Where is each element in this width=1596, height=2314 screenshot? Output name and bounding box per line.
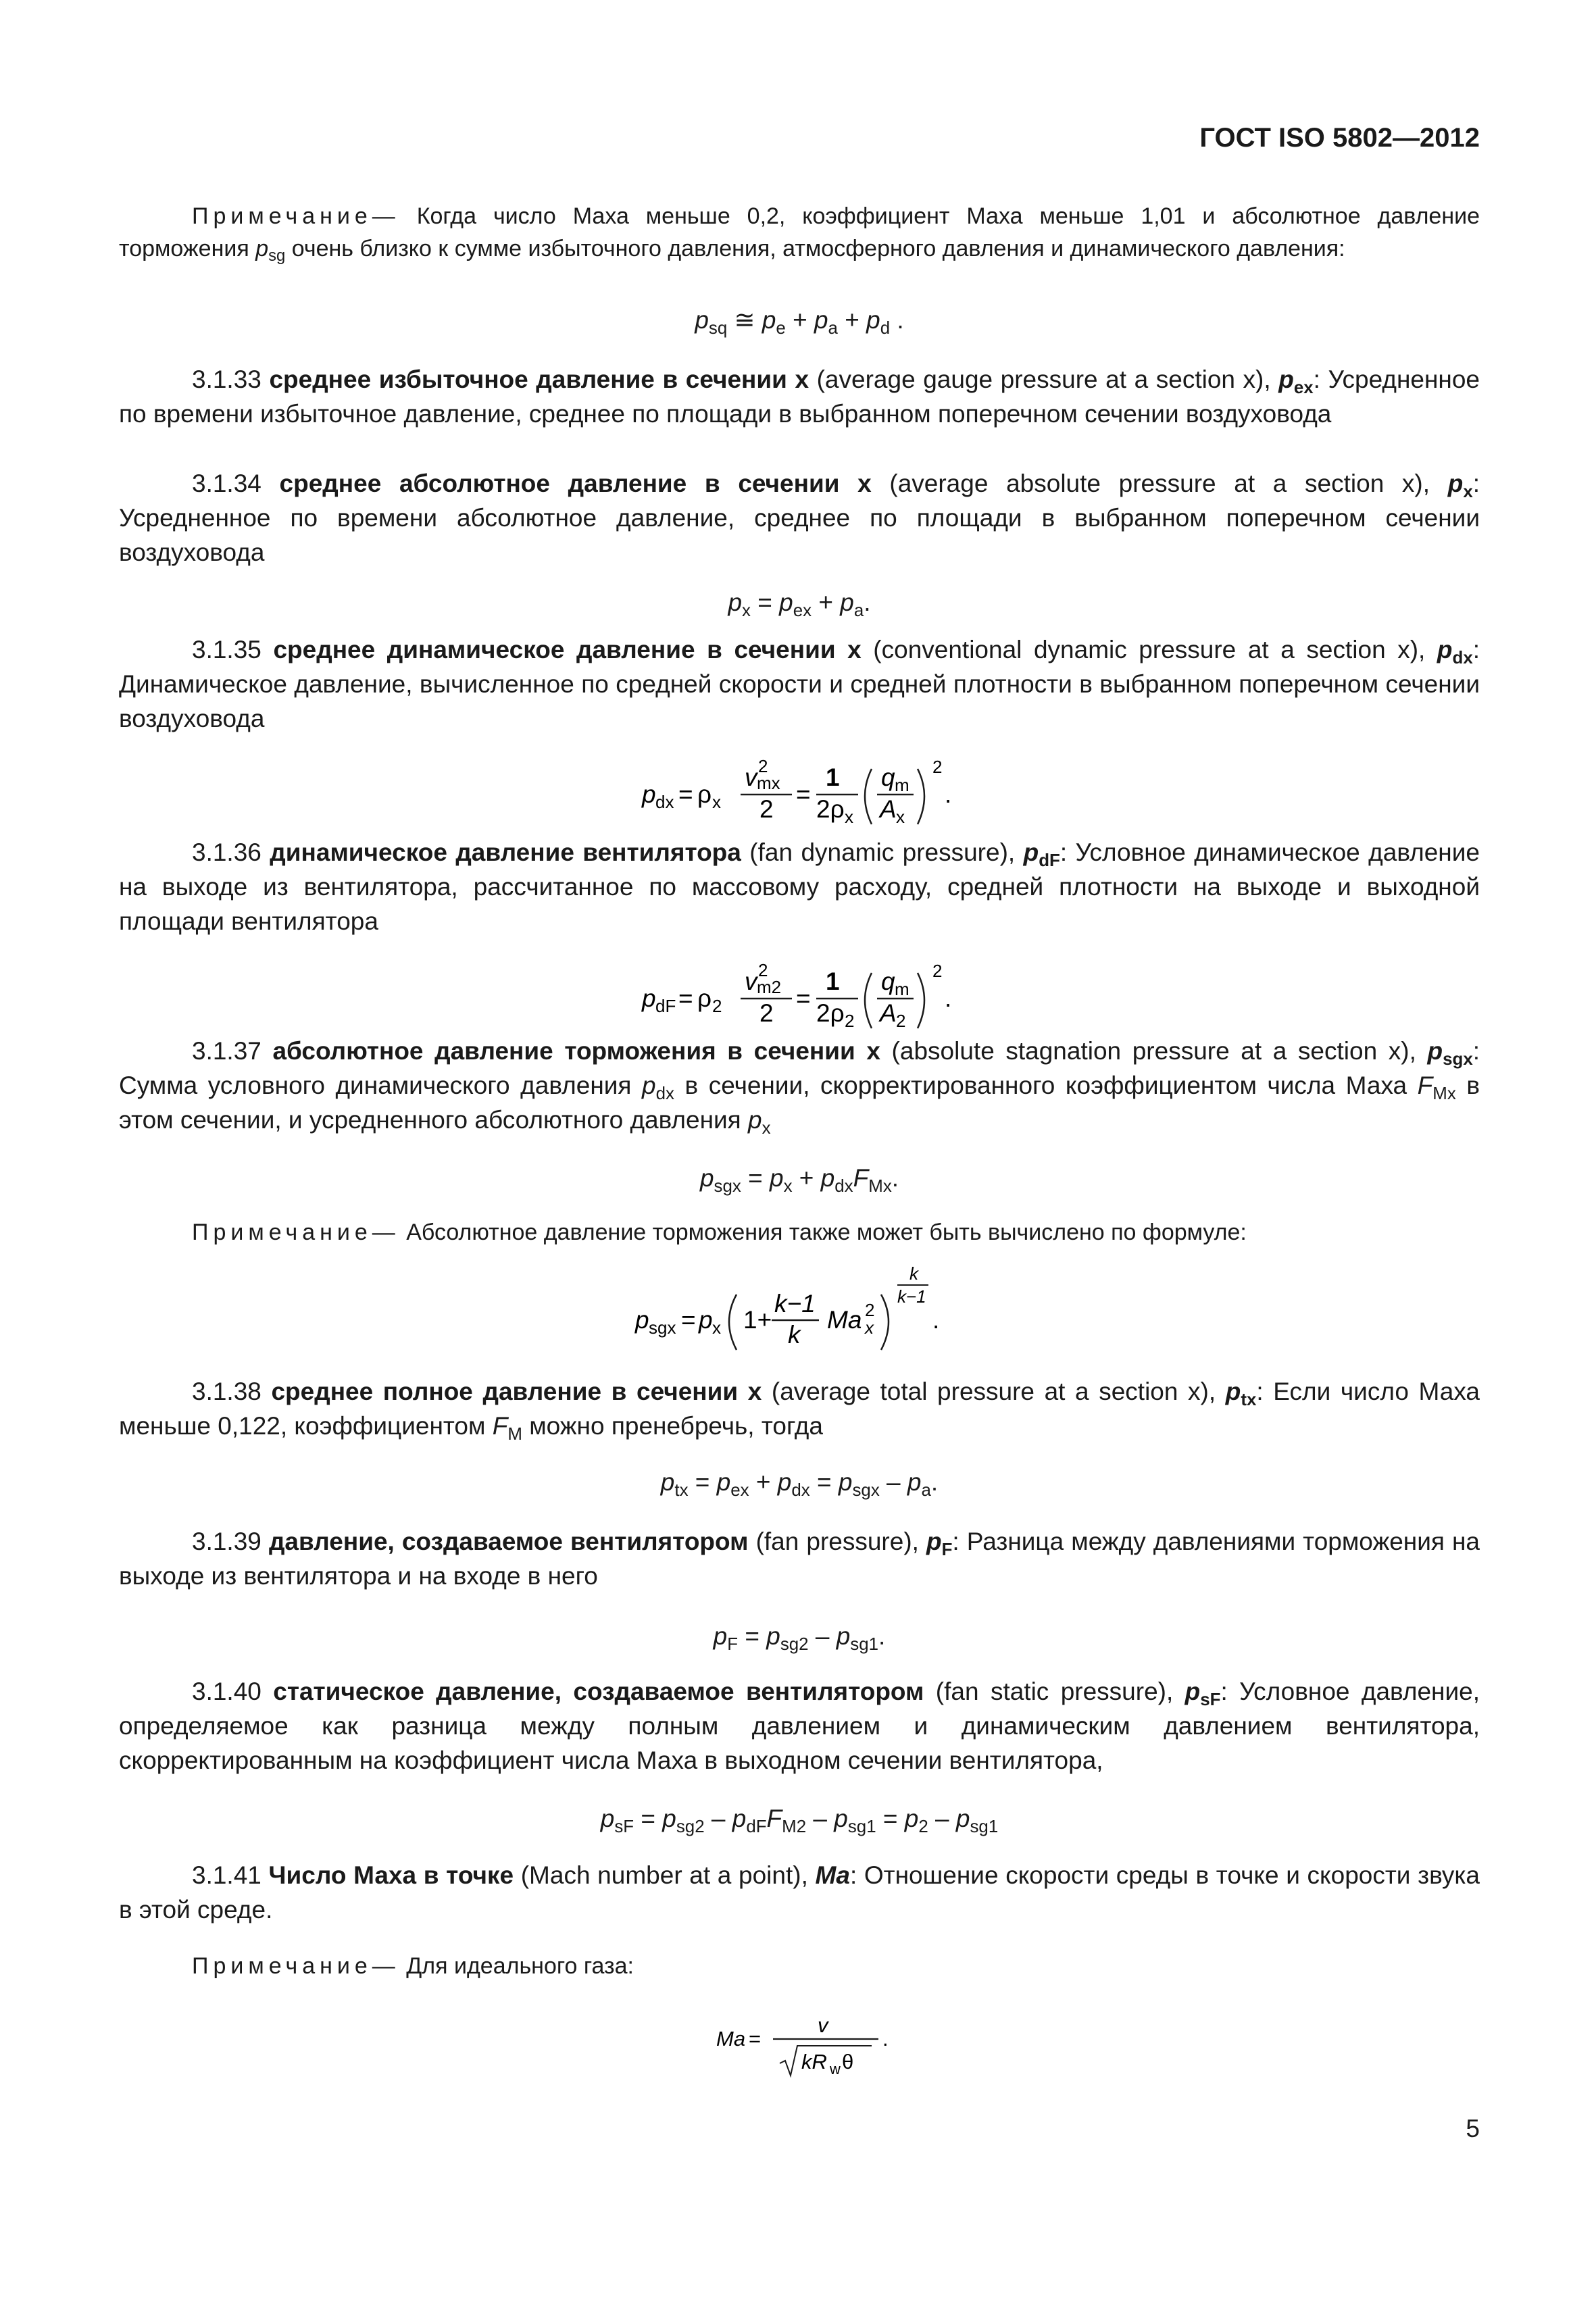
svg-text:2: 2 — [758, 756, 768, 776]
definition-3-1-36: 3.1.36 динамическое давление вентилятора (fan dynamic pressure), $p_{dF}$: Условное динамическое давление на выходе из вентилятора, рассчитанное по массовому расходу, средней плотности на выходе и выходной площади вентилятора — [119, 838, 1480, 935]
formula-psgx: $p_{sgx} = p_x + p_{dx}F_{Mx}$. — [699, 1164, 899, 1196]
svg-text:k: k — [909, 1263, 918, 1284]
svg-text:m2: m2 — [757, 977, 782, 997]
definition-3-1-39: 3.1.39 давление, создаваемое вентилятором (fan pressure), $p_F$: Разница между давлениями торможения на выходе из вентилятора и на входе в него — [119, 1528, 1480, 1590]
svg-text:=: = — [678, 780, 693, 808]
svg-text:x: x — [845, 807, 853, 827]
term: давление, создаваемое вентилятором — [268, 1528, 749, 1555]
svg-text:1: 1 — [826, 763, 840, 791]
definition-3-1-38: 3.1.38 среднее полное давление в сечении x (average total pressure at a section x), $p_{tx}$: Если число Маха меньше 0,122, коэффициентом $F_M$ можно пренебречь, тогда — [119, 1378, 1480, 1444]
svg-text:v: v — [745, 967, 757, 995]
svg-text:k: k — [788, 1321, 801, 1349]
svg-text:A: A — [880, 999, 897, 1027]
svg-text:p: p — [635, 1306, 649, 1334]
definition-3-1-35: 3.1.35 среднее динамическое давление в сечении x (conventional dynamic pressure at a section x), $p_{dx}$: Динамическое давление, вычисленное по средней скорости и средней плотности в выбранном поперечном сечении воздуховода — [119, 636, 1480, 732]
svg-text:2: 2 — [932, 961, 943, 981]
svg-text:Ma: Ma — [716, 2027, 746, 2051]
term: среднее абсолютное давление в сечении x — [279, 470, 872, 497]
term: Число Маха в точке — [268, 1861, 514, 1889]
svg-text:ρ: ρ — [697, 984, 712, 1012]
svg-text:2: 2 — [758, 960, 768, 980]
formula-pdx — [635, 749, 959, 840]
svg-text:p: p — [642, 780, 656, 808]
page-number: 5 — [1466, 2115, 1480, 2142]
svg-text:ρ: ρ — [697, 780, 712, 808]
term: среднее динамическое давление в сечении x — [273, 636, 862, 663]
note-label: Примечание— — [192, 1219, 400, 1245]
svg-text:m: m — [895, 775, 909, 795]
svg-text:1+: 1+ — [743, 1306, 772, 1334]
svg-text:=: = — [681, 1306, 696, 1334]
svg-text:Ma: Ma — [827, 1306, 862, 1334]
svg-text:2ρ: 2ρ — [816, 795, 845, 823]
svg-text:2: 2 — [896, 1011, 906, 1031]
svg-text:sgx: sgx — [649, 1317, 676, 1338]
svg-text:=: = — [749, 2027, 762, 2051]
svg-text:dF: dF — [655, 996, 676, 1016]
term: среднее полное давление в сечении x — [271, 1378, 762, 1405]
note-label: Примечание— — [192, 203, 400, 229]
svg-text:2: 2 — [759, 795, 774, 823]
svg-text:v: v — [818, 2013, 828, 2037]
svg-text:=: = — [796, 984, 811, 1012]
formula-psgx-mach — [628, 1261, 980, 1359]
svg-text:=: = — [678, 984, 693, 1012]
formula-psF: $p_{sF} = p_{sg2} - p_{dF}F_{M2} - p_{sg1} = p_2 - p_{sg1}$ — [600, 1805, 999, 1836]
svg-text:q: q — [881, 763, 895, 791]
definition-3-1-34: 3.1.34 среднее абсолютное давление в сечении x (average absolute pressure at a section x), $p_x$: Усредненное по времени абсолютное давление, среднее по площади в выбранном поперечном сечении воздуховода — [119, 470, 1480, 566]
note-label: Примечание— — [192, 1953, 400, 1979]
svg-text:A: A — [880, 795, 897, 823]
svg-text:k−1: k−1 — [897, 1286, 926, 1307]
term: статическое давление, создаваемое вентилятором — [273, 1678, 924, 1705]
svg-text:.: . — [945, 984, 952, 1012]
svg-text:.: . — [932, 1306, 940, 1334]
svg-text:1: 1 — [826, 967, 840, 995]
svg-text:x: x — [712, 792, 721, 812]
svg-text:w: w — [830, 2061, 841, 2078]
formula-px: $p_x = p_{ex} + p_a$. — [728, 588, 871, 620]
svg-text:x: x — [896, 807, 905, 827]
svg-text:.: . — [882, 2027, 889, 2051]
svg-text:m: m — [895, 979, 909, 999]
svg-text:p: p — [699, 1306, 713, 1334]
note-paragraph: Примечание— Когда число Маха меньше 0,2, коэффициент Маха меньше 1,01 и абсолютное давление торможения $p_{sg}$ очень близко к сумме избыточного давления, атмосферного давления и динамического давления: — [119, 203, 1480, 266]
svg-text:2: 2 — [865, 1300, 875, 1320]
svg-text:v: v — [745, 763, 757, 791]
svg-text:2ρ: 2ρ — [816, 999, 845, 1027]
svg-text:kR: kR — [801, 2050, 827, 2073]
svg-text:2: 2 — [712, 996, 722, 1016]
formula-mach-ideal — [709, 2005, 912, 2086]
svg-text:θ: θ — [842, 2050, 854, 2073]
svg-text:p: p — [642, 984, 656, 1012]
note-paragraph: Примечание— Для идеального газа: — [192, 1953, 634, 1979]
formula-psq: $p_{sq}$ ≅ $p_e + p_a + p_d$ . — [695, 306, 904, 338]
note-paragraph: Примечание— Абсолютное давление торможения также может быть вычислено по формуле: — [192, 1219, 1247, 1245]
svg-text:mx: mx — [757, 773, 780, 793]
definition-3-1-37: 3.1.37 абсолютное давление торможения в сечении x (absolute stagnation pressure at a section x), $p_{sgx}$: Сумма условного динамического давления $p_{dx}$ в сечении, скорректированного коэффициентом числа Маха $F_{Mx}$ в этом сечении, и усредненного абсолютного давления $p_x$ — [119, 1037, 1480, 1138]
formula-ptx: $p_{tx} = p_{ex} + p_{dx} = p_{sgx} - p_a$. — [660, 1468, 939, 1500]
standard-header: ГОСТ ISO 5802—2012 — [1199, 123, 1480, 153]
svg-text:x: x — [712, 1317, 721, 1338]
svg-text:dx: dx — [655, 792, 674, 812]
definition-3-1-40: 3.1.40 статическое давление, создаваемое вентилятором (fan static pressure), $p_{sF}$: Условное давление, определяемое как разница между полным давлением и динамическим давлением вентилятора, скорректированным на коэффициент числа Маха в выходном сечении вентилятора, — [119, 1678, 1480, 1774]
term: среднее избыточное давление в сечении x — [269, 366, 809, 393]
svg-text:q: q — [881, 967, 895, 995]
svg-text:x: x — [865, 1317, 874, 1338]
svg-text:.: . — [945, 780, 952, 808]
definition-3-1-33: 3.1.33 среднее избыточное давление в сечении x (average gauge pressure at a section x), $p_{ex}$: Усредненное по времени избыточное давление, среднее по площади в выбранном поперечном сечении воздуховода — [119, 366, 1480, 428]
formula-pF: $p_F = p_{sg2} - p_{sg1}$. — [713, 1622, 886, 1654]
svg-text:2: 2 — [932, 757, 943, 777]
svg-text:k−1: k−1 — [774, 1290, 816, 1317]
svg-text:=: = — [796, 780, 811, 808]
svg-text:2: 2 — [759, 999, 774, 1027]
formula-pdF — [635, 953, 959, 1044]
svg-text:2: 2 — [845, 1011, 855, 1031]
term: абсолютное давление торможения в сечении x — [272, 1037, 880, 1065]
definition-3-1-41: 3.1.41 Число Маха в точке (Mach number at a point), Ma: Отношение скорости среды в точке и скорости звука в этой среде. — [119, 1861, 1480, 1923]
term: динамическое давление вентилятора — [270, 838, 741, 866]
